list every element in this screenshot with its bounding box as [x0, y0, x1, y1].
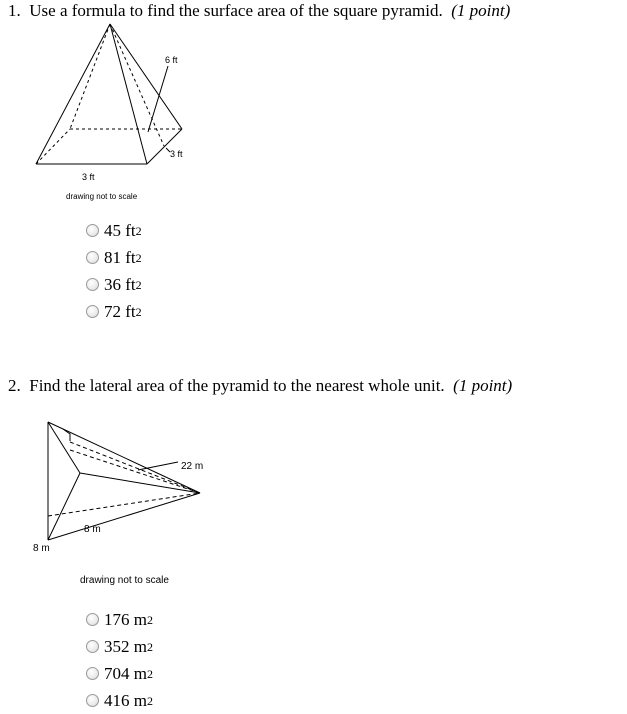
- radio-button[interactable]: [86, 694, 99, 707]
- hidden-base-left-edge: [36, 129, 70, 164]
- base-side-label-right: 3 ft: [170, 149, 183, 159]
- outer-side-label: 8 m: [33, 543, 50, 554]
- question-number: 1.: [8, 1, 21, 20]
- radio-button[interactable]: [86, 613, 99, 626]
- radio-button[interactable]: [86, 640, 99, 653]
- choice-unit: m: [133, 636, 147, 656]
- hidden-lateral-edge-back: [70, 24, 110, 129]
- radio-button[interactable]: [86, 667, 99, 680]
- question-text: Find the lateral area of the pyramid to the nearest whole unit.: [29, 376, 445, 395]
- choice-unit: m: [133, 663, 147, 683]
- slant-height-label: 22 m: [181, 461, 204, 472]
- hidden-base-edge: [48, 493, 200, 516]
- radio-button[interactable]: [86, 305, 99, 318]
- answer-choice[interactable]: 416 m 2: [86, 687, 153, 714]
- lateral-edge-right: [110, 24, 182, 129]
- bottom-edge: [48, 493, 200, 540]
- scale-note: drawing not to scale: [80, 575, 169, 586]
- choice-unit: ft: [125, 274, 136, 294]
- answer-choice[interactable]: 704 m 2: [86, 660, 153, 687]
- choice-value: 704: [104, 663, 130, 683]
- near-lateral-edge: [80, 473, 200, 493]
- radio-button[interactable]: [86, 251, 99, 264]
- choice-value: 45: [104, 220, 121, 240]
- choice-value: 36: [104, 274, 121, 294]
- choice-value: 176: [104, 609, 130, 629]
- answer-choice[interactable]: 176 m 2: [86, 606, 153, 633]
- base-side-label-bottom: 3 ft: [82, 172, 95, 182]
- question-points: (1 point): [453, 376, 513, 395]
- choice-unit: ft: [125, 247, 136, 267]
- choice-unit: ft: [125, 301, 136, 321]
- square-pyramid-figure: [30, 18, 200, 208]
- question-2: [8, 376, 512, 396]
- lateral-edge-front: [110, 24, 147, 164]
- triangular-pyramid-figure: [30, 415, 220, 590]
- question-text: Use a formula to find the surface area of the square pyramid.: [29, 1, 443, 20]
- radio-button[interactable]: [86, 224, 99, 237]
- answer-choice[interactable]: 45 ft 2: [86, 217, 142, 244]
- radio-button[interactable]: [86, 278, 99, 291]
- choice-unit: m: [133, 609, 147, 629]
- answer-choice[interactable]: 36 ft 2: [86, 271, 142, 298]
- slant-label-leader: [148, 66, 168, 132]
- choice-value: 81: [104, 247, 121, 267]
- question-points: (1 point): [451, 1, 511, 20]
- answer-choices-q2: [86, 606, 153, 714]
- slant-height-label: 6 ft: [165, 55, 178, 65]
- lateral-edge-left: [36, 24, 110, 164]
- answer-choice[interactable]: 352 m 2: [86, 633, 153, 660]
- choice-value: 352: [104, 636, 130, 656]
- scale-note: drawing not to scale: [66, 192, 138, 201]
- answer-choices-q1: [86, 217, 142, 325]
- choice-value: 416: [104, 690, 130, 710]
- answer-choice[interactable]: 81 ft 2: [86, 244, 142, 271]
- inner-side-label: 8 m: [84, 524, 101, 535]
- near-base-edge: [48, 473, 80, 540]
- slant-label-leader: [138, 462, 178, 470]
- choice-unit: ft: [125, 220, 136, 240]
- question-number: 2.: [8, 376, 21, 395]
- choice-value: 72: [104, 301, 121, 321]
- answer-choice[interactable]: 72 ft 2: [86, 298, 142, 325]
- choice-unit: m: [133, 690, 147, 710]
